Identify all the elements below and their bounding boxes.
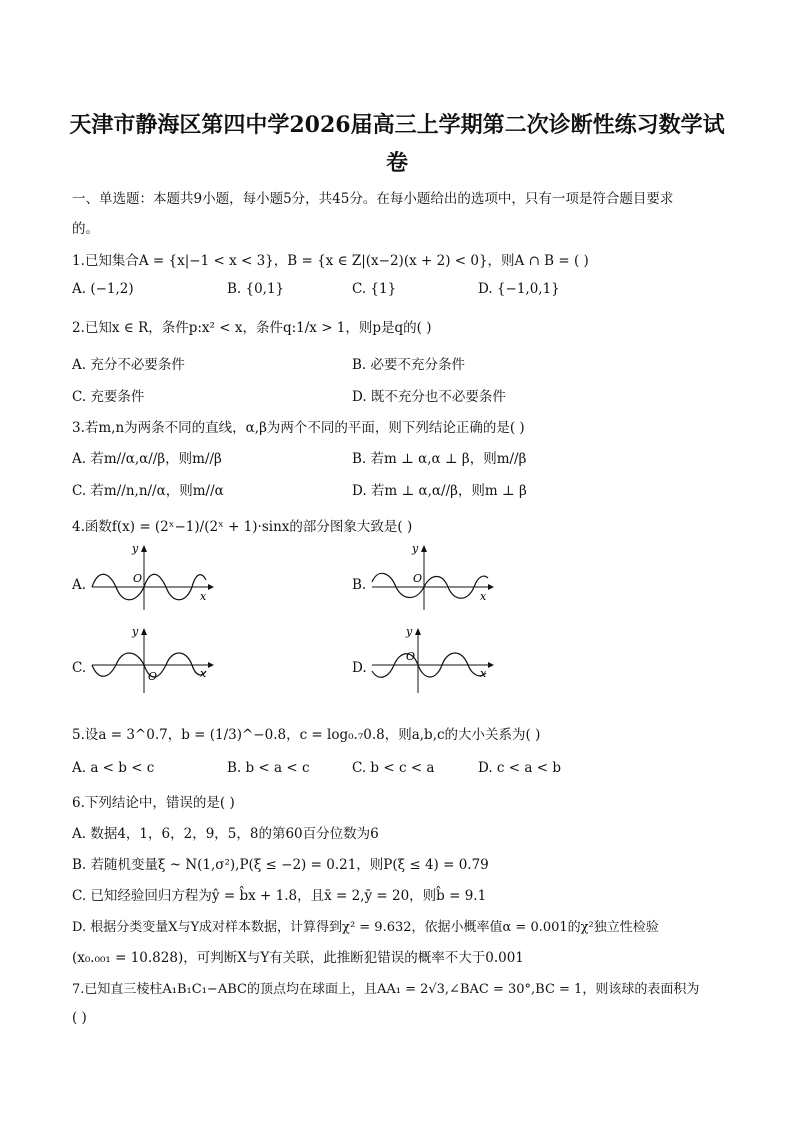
question-1-option-b: B. {0,1}	[227, 281, 285, 297]
graph-c	[88, 625, 216, 695]
question-4-option-d: D.	[352, 660, 367, 676]
question-4-stem: 4.函数f(x) = (2ˣ−1)/(2ˣ + 1)·sinx的部分图象大致是( )	[72, 519, 413, 535]
graph-d-x-label: x	[480, 667, 487, 680]
question-3-option-d: D. 若m ⊥ α,α//β，则m ⊥ β	[352, 483, 527, 499]
question-4-option-a: A.	[72, 577, 87, 593]
question-7-stem-cont: ( )	[72, 1010, 87, 1026]
question-3-stem: 3.若m,n为两条不同的直线，α,β为两个不同的平面，则下列结论正确的是( )	[72, 420, 525, 436]
question-1-option-c: C. {1}	[352, 281, 397, 297]
graph-c-origin-label: O	[148, 670, 158, 683]
question-2-option-d: D. 既不充分也不必要条件	[352, 389, 506, 405]
graph-a-y-label: y	[132, 542, 139, 555]
question-3-option-a: A. 若m//α,α//β，则m//β	[72, 451, 222, 467]
question-5-stem: 5.设a = 3^0.7，b = (1/3)^−0.8，c = log₀.₇0.8，则a,b,c的大小关系为( )	[72, 727, 541, 743]
graph-d-y-label: y	[406, 625, 413, 638]
question-3-option-b: B. 若m ⊥ α,α ⊥ β，则m//β	[352, 451, 527, 467]
graph-a-origin-label: O	[133, 572, 143, 585]
graph-a	[88, 542, 216, 612]
question-6-stem: 6.下列结论中，错误的是( )	[72, 795, 235, 811]
question-6-option-c: C. 已知经验回归方程为ŷ = b̂x + 1.8，且x̄ = 2,ȳ = 20，则b̂ = 9.1	[72, 888, 487, 904]
section-heading-line2: 的。	[72, 221, 99, 237]
question-5-option-d: D. c < a < b	[478, 760, 561, 776]
graph-c-x-label: x	[200, 667, 207, 680]
question-4-option-b: B.	[352, 577, 367, 593]
question-5-option-c: C. b < c < a	[352, 760, 435, 776]
question-7-stem: 7.已知直三棱柱A₁B₁C₁−ABC的顶点均在球面上，且AA₁ = 2√3,∠BAC = 30°,BC = 1，则该球的表面积为	[72, 982, 700, 997]
graph-b	[368, 542, 496, 612]
graph-b-y-label: y	[412, 542, 419, 555]
question-2-stem: 2.已知x ∈ R，条件p:x² < x，条件q:1/x > 1，则p是q的( )	[72, 320, 432, 336]
question-6-option-a: A. 数据4，1，6，2，9，5，8的第60百分位数为6	[72, 826, 379, 842]
question-5-option-a: A. a < b < c	[72, 760, 155, 776]
page-title-line1: 天津市静海区第四中学2026届高三上学期第二次诊断性练习数学试	[69, 112, 725, 138]
graph-b-origin-label: O	[413, 572, 423, 585]
graph-c-y-label: y	[132, 625, 139, 638]
question-1-option-a: A. (−1,2)	[72, 281, 134, 297]
question-2-option-c: C. 充要条件	[72, 389, 145, 405]
question-4-option-c: C.	[72, 660, 87, 676]
question-2-option-b: B. 必要不充分条件	[352, 357, 466, 373]
graph-d	[368, 625, 496, 695]
question-2-option-a: A. 充分不必要条件	[72, 357, 185, 373]
question-5-option-b: B. b < a < c	[227, 760, 310, 776]
question-6-option-d: D. 根据分类变量X与Y成对样本数据，计算得到χ² = 9.632，依据小概率值α = 0.001的χ²独立性检验	[72, 920, 659, 935]
section-heading-line1: 一、单选题：本题共9小题，每小题5分，共45分。在每小题给出的选项中，只有一项是符合题目要求	[72, 191, 674, 207]
question-1-stem: 1.已知集合A = {x|−1 < x < 3}，B = {x ∈ Z|(x−2)(x + 2) < 0}，则A ∩ B = ( )	[72, 253, 589, 269]
graph-b-x-label: x	[480, 590, 487, 603]
page-title-line2: 卷	[385, 150, 408, 176]
question-6-option-d-cont: (x₀.₀₀₁ = 10.828)，可判断X与Y有关联，此推断犯错误的概率不大于0.001	[72, 950, 524, 966]
question-1-option-d: D. {−1,0,1}	[478, 281, 560, 297]
question-3-option-c: C. 若m//n,n//α，则m//α	[72, 483, 224, 499]
graph-a-x-label: x	[200, 590, 207, 603]
question-6-option-b: B. 若随机变量ξ ~ N(1,σ²),P(ξ ≤ −2) = 0.21，则P(ξ ≤ 4) = 0.79	[72, 857, 489, 873]
graph-d-origin-label: O	[406, 650, 416, 663]
